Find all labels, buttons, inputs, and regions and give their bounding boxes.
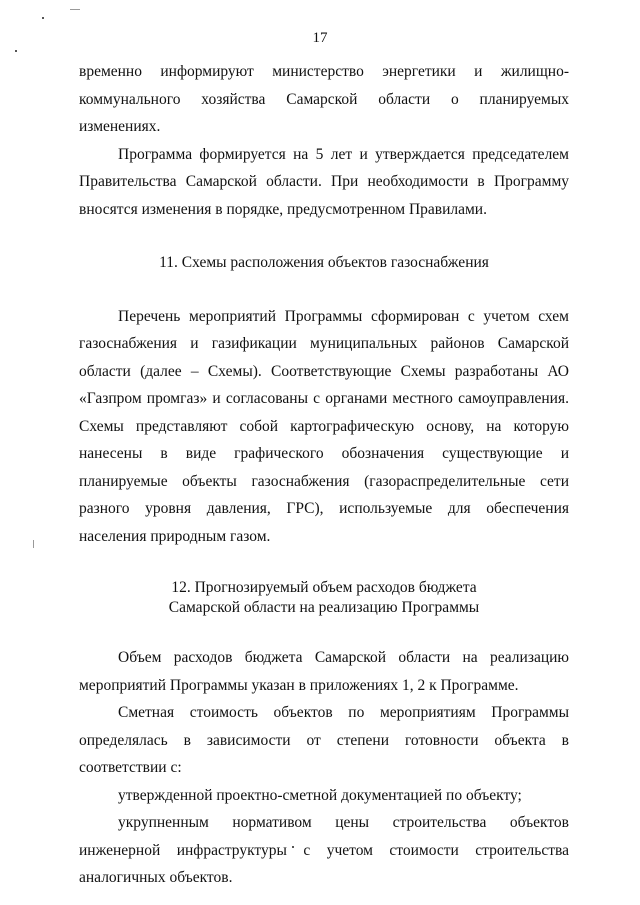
paragraph-intro-2: Программа формируется на 5 лет и утверждается председателем Правительства Самарской области. При необходимости в Программу вносятся изменения в порядке, предусмотренном Правилами. <box>79 145 569 218</box>
page-body <box>79 58 569 892</box>
scan-speck <box>33 540 34 548</box>
section-12-paragraph-4: укрупненным нормативом цены строительства объектов инженерной инфраструктуры с учетом стоимости строительства аналогичных объектов. <box>79 814 569 886</box>
paragraph-intro-1: временно информируют министерство энергетики и жилищно-коммунального хозяйства Самарской области о планируемых изменениях. <box>79 63 569 135</box>
section-12-paragraph-3: утвержденной проектно-сметной документацией по объекту; <box>118 786 522 804</box>
section-11-heading: 11. Схемы расположения объектов газоснабжения <box>159 254 489 271</box>
section-12-paragraph-1: Объем расходов бюджета Самарской области на реализацию мероприятий Программы указан в приложениях 1, 2 к Программе. <box>79 649 569 694</box>
page-number: 17 <box>312 30 328 46</box>
section-12-heading-line-1: 12. Прогнозируемый объем расходов бюджета <box>171 579 477 596</box>
scan-speck <box>42 17 44 19</box>
section-12-heading-line-2: Самарской области на реализацию Программы <box>168 599 480 616</box>
section-12-paragraph-2: Сметная стоимость объектов по мероприятиям Программы определялась в зависимости от степени готовности объекта в соответствии с: <box>79 704 569 776</box>
scan-speck <box>15 50 17 52</box>
scan-speck <box>70 9 80 10</box>
section-11-paragraph: Перечень мероприятий Программы сформирован с учетом схем газоснабжения и газификации муниципальных районов Самарской области (далее – Схемы). Соответствующие Схемы разработаны АО «Газпром промгаз» и согласованы с органами местного самоуправления. Схемы представляют собой картографическую основу, на которую нанесены в виде графического обозначения существующие и планируемые объекты газоснабжения (газораспределительные сети разного уровня давления, ГРС), используемые для обеспечения населения природным газом. <box>79 307 569 545</box>
section-12-heading <box>79 578 569 618</box>
